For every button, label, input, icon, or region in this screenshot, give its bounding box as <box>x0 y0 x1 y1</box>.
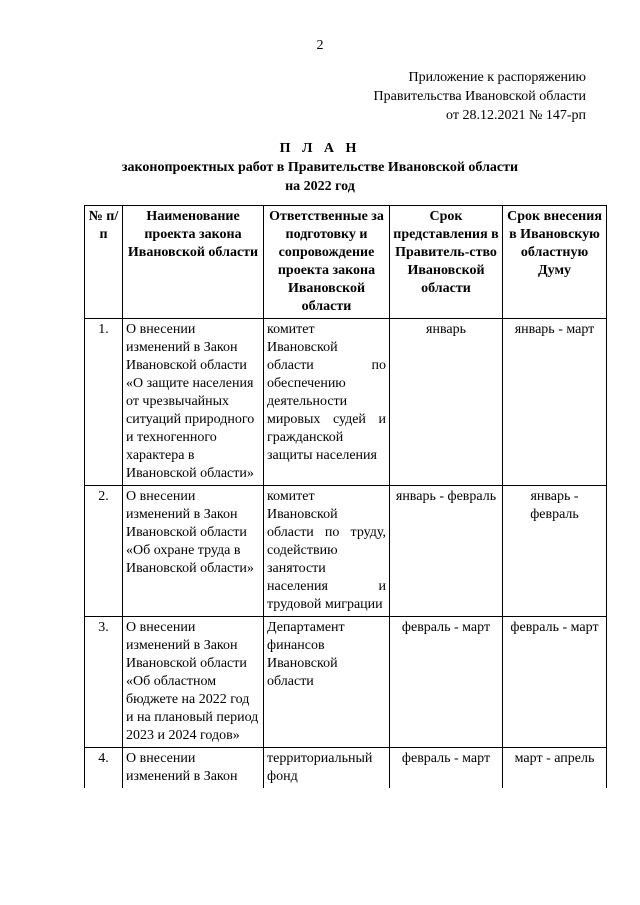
table-header-row <box>85 206 607 319</box>
row-term-government: февраль - март <box>390 748 503 789</box>
row-term-duma: январь - март <box>503 319 607 486</box>
row-term-duma: март - апрель <box>503 748 607 789</box>
row-law-name: О внесении изменений в Закон <box>123 748 264 789</box>
row-law-name: О внесении изменений в Закон Ивановской области «О защите населения от чрезвычайных ситуаций природного и техногенного характера в Ивановской области» <box>123 319 264 486</box>
header-number: № п/п <box>85 206 123 319</box>
row-term-government: январь - февраль <box>390 486 503 617</box>
table-row <box>85 486 607 617</box>
header-name: Наименование проекта закона Ивановской области <box>123 206 264 319</box>
appendix-line-3: от 28.12.2021 № 147-рп <box>446 108 586 123</box>
row-number: 2. <box>85 486 123 617</box>
appendix-line-1: Приложение к распоряжению <box>408 70 586 85</box>
table-row <box>85 748 607 789</box>
row-number: 3. <box>85 617 123 748</box>
header-term-government: Срок представления в Правитель-ство Ивановской области <box>390 206 503 319</box>
plan-title-year: на 2022 год <box>285 179 355 194</box>
row-term-government: январь <box>390 319 503 486</box>
table-row <box>85 617 607 748</box>
row-number: 1. <box>85 319 123 486</box>
plan-title-word: П Л А Н <box>279 141 361 156</box>
appendix-line-2: Правительства Ивановской области <box>373 89 586 104</box>
row-responsible: Департамент финансов Ивановской области <box>264 617 390 748</box>
page-number: 2 <box>316 38 324 53</box>
row-term-duma: январь - февраль <box>503 486 607 617</box>
table-row <box>85 319 607 486</box>
plan-title <box>0 139 640 196</box>
row-responsible: территориальный фонд <box>264 748 390 789</box>
appendix-heading <box>374 68 586 125</box>
plan-title-subject: законопроектных работ в Правительстве Ивановской области <box>121 160 519 175</box>
row-number: 4. <box>85 748 123 789</box>
header-term-duma: Срок внесения в Ивановскую областную Думу <box>503 206 607 319</box>
row-term-duma: февраль - март <box>503 617 607 748</box>
row-term-government: февраль - март <box>390 617 503 748</box>
row-law-name: О внесении изменений в Закон Ивановской области «Об областном бюджете на 2022 год и на плановый период 2023 и 2024 годов» <box>123 617 264 748</box>
header-responsible: Ответственные за подготовку и сопровождение проекта закона Ивановской области <box>264 206 390 319</box>
row-responsible: комитет Ивановской области по труду, содействию занятости населения и трудовой миграции <box>264 486 390 617</box>
row-responsible: комитет Ивановской области по обеспечению деятельности мировых судей и гражданской защиты населения <box>264 319 390 486</box>
row-law-name: О внесении изменений в Закон Ивановской области «Об охране труда в Ивановской области» <box>123 486 264 617</box>
plan-table <box>84 205 607 788</box>
